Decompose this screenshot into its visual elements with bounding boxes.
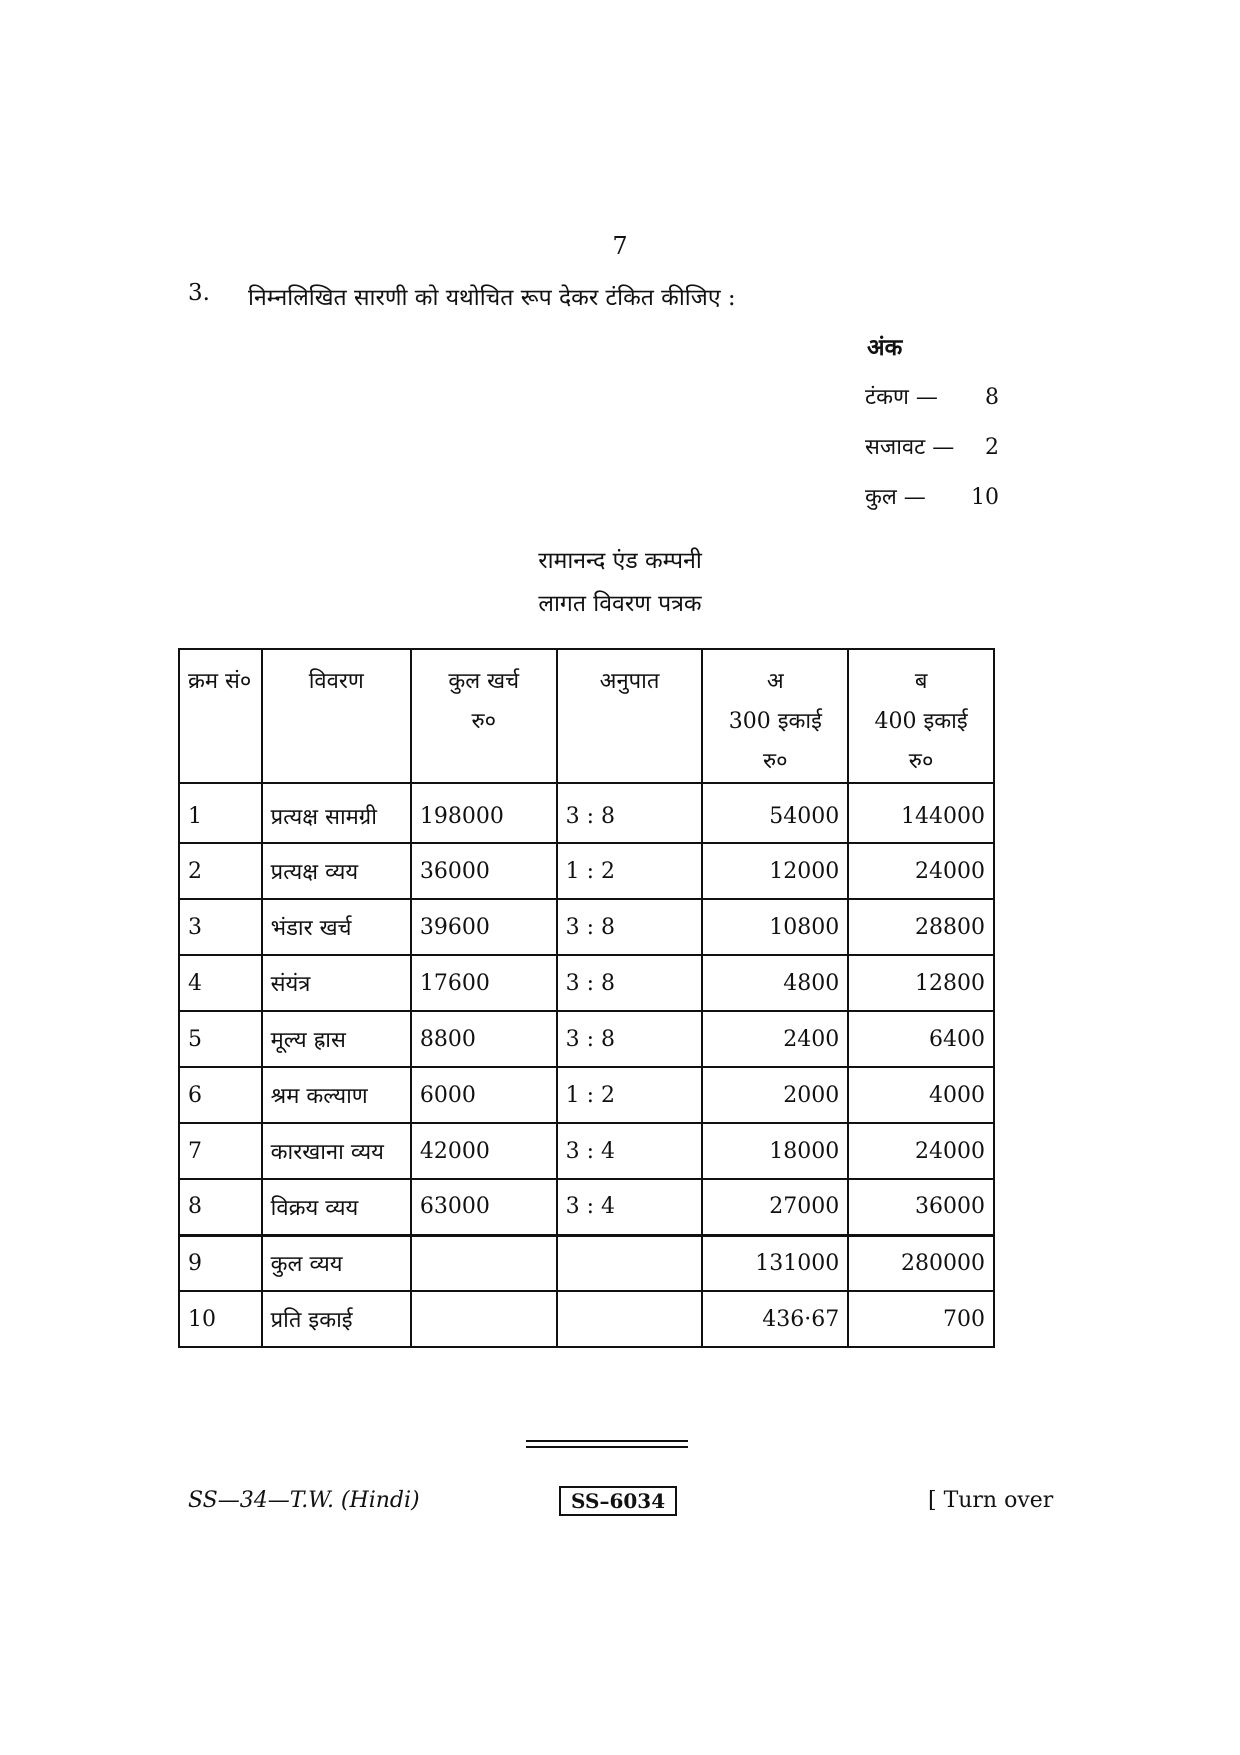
header-a [702,649,848,783]
cell-sno: 2 [179,843,262,899]
cell-description: संयंत्र [262,955,411,1011]
header-b-line3: रु० [908,749,934,774]
marks-row-decoration [865,431,999,461]
cell-b: 280000 [848,1235,994,1291]
cell-ratio: 3 : 8 [557,955,703,1011]
cell-ratio [557,1291,703,1347]
marks-value: 8 [985,385,999,410]
cell-b: 12800 [848,955,994,1011]
question-number: 3. [188,280,210,306]
cell-ratio: 3 : 8 [557,1011,703,1067]
table-row [179,1011,994,1067]
cell-a: 18000 [702,1123,848,1179]
cell-a: 131000 [702,1235,848,1291]
cell-sno: 1 [179,783,262,843]
cell-a: 12000 [702,843,848,899]
cell-description: प्रत्यक्ष व्यय [262,843,411,899]
cell-sno: 4 [179,955,262,1011]
footer-turn-over: [ Turn over [928,1488,1054,1513]
question-text: निम्नलिखित सारणी को यथोचित रूप देकर टंकित कीजिए : [248,285,736,311]
cell-total: 42000 [411,1123,557,1179]
cell-description: प्रति इकाई [262,1291,411,1347]
table-row [179,899,994,955]
marks-label: सजावट — [865,435,955,460]
cost-sheet-table [178,648,995,1348]
page-number: 7 [612,232,628,260]
cell-ratio: 3 : 4 [557,1123,703,1179]
table-row [179,955,994,1011]
marks-heading: अंक [867,334,903,361]
cell-ratio: 1 : 2 [557,1067,703,1123]
marks-value: 2 [985,435,999,460]
cell-sno: 3 [179,899,262,955]
cell-total: 17600 [411,955,557,1011]
cell-sno: 8 [179,1179,262,1235]
cell-b: 24000 [848,843,994,899]
cell-description: कुल व्यय [262,1235,411,1291]
header-total-cost [411,649,557,783]
cell-description: श्रम कल्याण [262,1067,411,1123]
cell-ratio: 3 : 4 [557,1179,703,1235]
cell-sno: 9 [179,1235,262,1291]
footer-paper-code: SS—34—T.W. (Hindi) [188,1488,420,1513]
cell-description: विक्रय व्यय [262,1179,411,1235]
table-row [179,1291,994,1347]
cell-a: 2000 [702,1067,848,1123]
cell-a: 54000 [702,783,848,843]
cell-a: 27000 [702,1179,848,1235]
cell-b: 28800 [848,899,994,955]
cell-sno: 10 [179,1291,262,1347]
marks-value: 10 [971,485,999,510]
marks-label: टंकण — [865,385,938,410]
header-a-line1: अ [766,669,784,694]
cell-total: 63000 [411,1179,557,1235]
header-total-line1: कुल खर्च [448,669,520,694]
cell-total [411,1235,557,1291]
cell-b: 700 [848,1291,994,1347]
cell-a: 10800 [702,899,848,955]
cell-b: 24000 [848,1123,994,1179]
table-row [179,783,994,843]
header-b-line2: 400 इकाई [874,709,968,734]
cell-ratio [557,1235,703,1291]
footer-series-code: SS–6034 [559,1486,677,1516]
header-b [848,649,994,783]
cell-ratio: 1 : 2 [557,843,703,899]
company-name: रामानन्द एंड कम्पनी [538,548,702,574]
cell-description: भंडार खर्च [262,899,411,955]
cell-ratio: 3 : 8 [557,899,703,955]
marks-row-total [865,481,999,511]
cell-description: प्रत्यक्ष सामग्री [262,783,411,843]
marks-row-typing [865,381,999,411]
sheet-title: लागत विवरण पत्रक [538,591,702,617]
cell-total: 36000 [411,843,557,899]
cell-sno: 5 [179,1011,262,1067]
cell-a: 2400 [702,1011,848,1067]
header-a-line2: 300 इकाई [728,709,822,734]
cell-b: 4000 [848,1067,994,1123]
cell-description: मूल्य ह्रास [262,1011,411,1067]
cell-ratio: 3 : 8 [557,783,703,843]
header-b-line1: ब [914,669,928,694]
table-row [179,1235,994,1291]
end-double-rule [526,1440,688,1448]
cell-sno: 6 [179,1067,262,1123]
cell-total: 198000 [411,783,557,843]
cell-description: कारखाना व्यय [262,1123,411,1179]
cell-total: 39600 [411,899,557,955]
header-sno: क्रम सं० [179,649,262,783]
table-row [179,1179,994,1235]
cell-b: 6400 [848,1011,994,1067]
table-row [179,1067,994,1123]
cell-sno: 7 [179,1123,262,1179]
table-row [179,1123,994,1179]
table-row [179,843,994,899]
header-ratio: अनुपात [557,649,703,783]
cell-total: 6000 [411,1067,557,1123]
cell-b: 36000 [848,1179,994,1235]
header-total-line2: रु० [471,709,497,734]
header-description: विवरण [262,649,411,783]
cell-a: 436·67 [702,1291,848,1347]
header-a-line3: रु० [763,749,788,774]
cell-b: 144000 [848,783,994,843]
table-header-row [179,649,994,783]
cell-total: 8800 [411,1011,557,1067]
cell-total [411,1291,557,1347]
cell-a: 4800 [702,955,848,1011]
marks-label: कुल — [865,485,926,510]
